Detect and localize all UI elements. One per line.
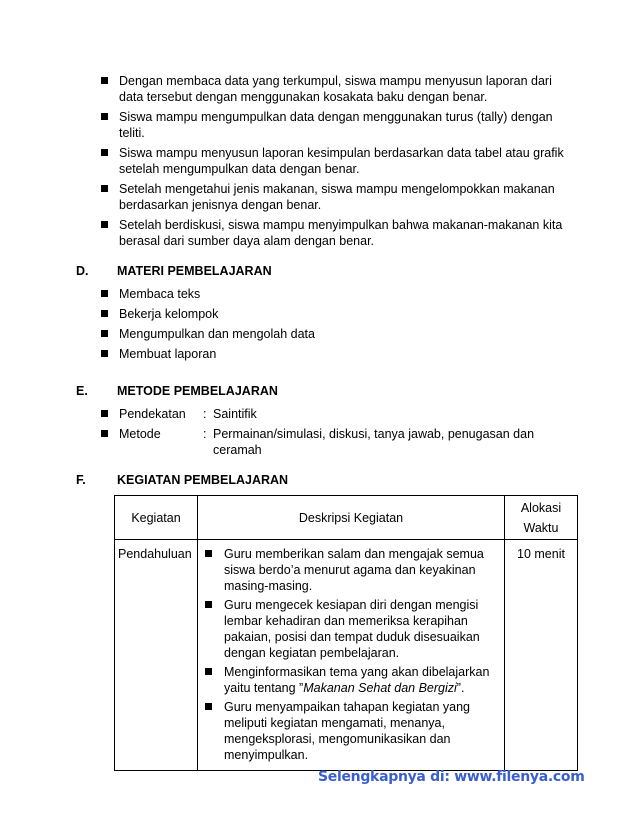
objective-text: Setelah berdiskusi, siswa mampu menyimpulkan bahwa makanan-makanan kita berasal dari sumber daya alam dengan benar. — [119, 218, 563, 248]
header-deskripsi: Deskripsi Kegiatan — [198, 496, 505, 540]
square-bullet-icon — [205, 550, 212, 557]
square-bullet-icon — [101, 430, 108, 437]
list-item — [96, 109, 566, 141]
quote-close: ”. — [456, 681, 465, 695]
materi-list — [96, 286, 566, 366]
list-item — [96, 73, 566, 105]
materi-text: Membuat laporan — [119, 347, 217, 361]
list-item — [202, 597, 498, 661]
section-d-heading — [76, 263, 272, 279]
footer-link[interactable]: Selengkapnya di: www.filenya.com — [318, 769, 585, 785]
activity-text: Guru memberikan salam dan mengajak semua siswa berdo’a menurut agama dan keyakinan masing-masing. — [224, 547, 484, 593]
list-item — [202, 699, 498, 763]
method-value: Permainan/simulasi, diskusi, tanya jawab, penugasan dan ceramah — [213, 427, 535, 457]
table-row — [115, 540, 578, 771]
list-item — [96, 145, 566, 177]
header-alokasi-waktu — [505, 496, 578, 540]
list-item — [96, 181, 566, 213]
theme-title: Makanan Sehat dan Bergizi — [303, 681, 457, 695]
section-title: METODE PEMBELAJARAN — [117, 384, 278, 398]
metode-list — [96, 406, 566, 462]
square-bullet-icon — [101, 149, 108, 156]
colon: : — [203, 427, 207, 441]
square-bullet-icon — [101, 113, 108, 120]
objective-text: Siswa mampu menyusun laporan kesimpulan berdasarkan data tabel atau grafik setelah mengumpulkan data dengan benar. — [119, 146, 564, 176]
square-bullet-icon — [101, 410, 108, 417]
kegiatan-table — [114, 495, 578, 771]
square-bullet-icon — [205, 668, 212, 675]
activity-text: Guru mengecek kesiapan diri dengan mengisi lembar kehadiran dan memeriksa kerapihan pakaian, posisi dan tempat duduk disesuaikan dengan kegiatan pembelajaran. — [224, 598, 480, 660]
activity-text: Menginformasikan tema yang akan dibelajarkan yaitu tentang ” — [224, 665, 490, 695]
header-kegiatan: Kegiatan — [115, 496, 198, 540]
square-bullet-icon — [205, 703, 212, 710]
square-bullet-icon — [205, 601, 212, 608]
square-bullet-icon — [101, 310, 108, 317]
time-cell: 10 menit — [505, 540, 578, 771]
section-title: MATERI PEMBELAJARAN — [117, 264, 272, 278]
square-bullet-icon — [101, 77, 108, 84]
list-item — [202, 546, 498, 594]
materi-text: Bekerja kelompok — [119, 307, 219, 321]
square-bullet-icon — [101, 330, 108, 337]
method-value: Saintifik — [213, 407, 257, 421]
colon: : — [203, 407, 207, 421]
objective-text: Setelah mengetahui jenis makanan, siswa mampu mengelompokkan makanan berdasarkan jenisnya dengan benar. — [119, 182, 555, 212]
section-title: KEGIATAN PEMBELAJARAN — [117, 473, 289, 487]
list-item — [96, 306, 566, 322]
table-header-row — [115, 496, 578, 540]
method-label: Pendekatan — [119, 407, 186, 421]
objective-text: Siswa mampu mengumpulkan data dengan menggunakan turus (tally) dengan teliti. — [119, 110, 553, 140]
square-bullet-icon — [101, 221, 108, 228]
square-bullet-icon — [101, 290, 108, 297]
activity-text: Guru menyampaikan tahapan kegiatan yang meliputi kegiatan mengamati, menanya, mengeksplorasi, mengomunikasikan dan menyimpulkan. — [224, 700, 470, 762]
list-item — [96, 217, 566, 249]
description-cell — [198, 540, 505, 771]
square-bullet-icon — [101, 350, 108, 357]
objectives-list — [96, 73, 566, 253]
method-label: Metode — [119, 427, 161, 441]
list-item — [96, 286, 566, 302]
section-e-heading — [76, 383, 278, 399]
section-letter: F. — [76, 473, 86, 487]
list-item — [202, 664, 498, 696]
section-letter: E. — [76, 384, 88, 398]
objective-text: Dengan membaca data yang terkumpul, siswa mampu menyusun laporan dari data tersebut dengan menggunakan kosakata baku dengan benar. — [119, 74, 552, 104]
header-alokasi: Alokasi — [520, 500, 562, 515]
section-f-heading — [76, 472, 288, 488]
list-item — [96, 406, 566, 422]
phase-cell: Pendahuluan — [115, 540, 198, 771]
header-waktu: Waktu — [523, 520, 559, 535]
list-item — [96, 326, 566, 342]
activity-list — [202, 546, 498, 763]
materi-text: Mengumpulkan dan mengolah data — [119, 327, 315, 341]
materi-text: Membaca teks — [119, 287, 201, 301]
square-bullet-icon — [101, 185, 108, 192]
section-letter: D. — [76, 264, 89, 278]
list-item — [96, 426, 566, 458]
list-item — [96, 346, 566, 362]
